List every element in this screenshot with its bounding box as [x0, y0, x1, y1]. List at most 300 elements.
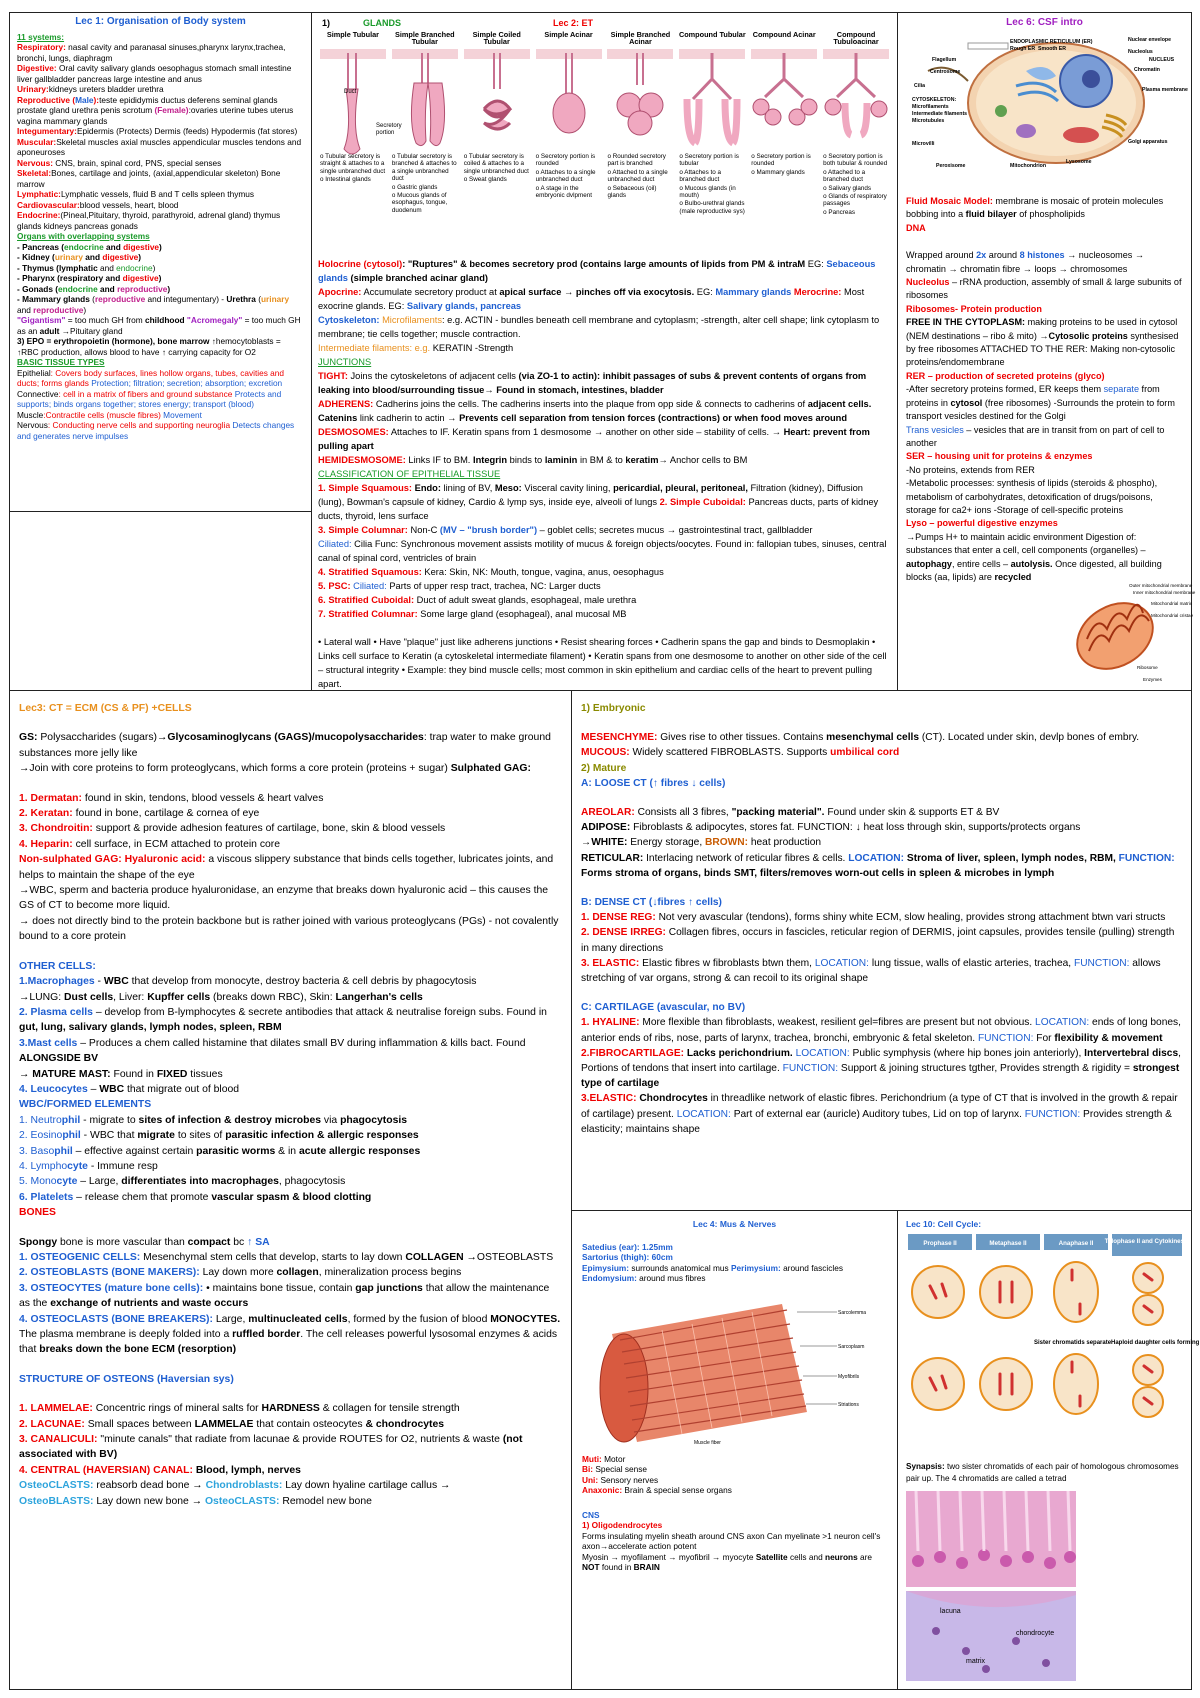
cell-label: Peroxisome [936, 163, 966, 169]
text-run: Cytoskeleton: [318, 315, 380, 325]
text-line [19, 914, 562, 945]
text-run: , Portions of tendons that insert into cartilage. [581, 1047, 1181, 1075]
text-run: Mammary glands [715, 287, 792, 297]
text-run: (simple branched acinar gland) [347, 273, 488, 283]
text-line [318, 369, 891, 397]
synapsis-text: two sister chromatids of each pair of homologous chromosomes pair up. The 4 chromatids are called a tetrad [906, 1461, 1179, 1483]
text-run: Large, [212, 1313, 249, 1325]
text-run: Part of external ear (auricle) Auditory tubes, Lid on top of larynx. [730, 1108, 1025, 1120]
text-line [582, 1252, 887, 1263]
text-run: 2. DENSE IRREG: [581, 927, 666, 939]
mito-label: Enzymes [1143, 677, 1162, 682]
text-run: 2. Simple Cuboidal: [659, 497, 746, 507]
lec2-panel [311, 12, 898, 691]
text-run: reproductive [33, 304, 84, 315]
gland-desc-item: o Secretory portion is both tubular & rounded [823, 153, 888, 168]
text-line [19, 1265, 562, 1280]
text-run: Sulphated GAG: [450, 763, 531, 775]
lec10-panel [897, 1210, 1200, 1690]
text-line [17, 368, 304, 389]
text-run: to sites of [174, 1130, 226, 1142]
text-run: gut, lung, salivary glands, lymph nodes, spleen, RBM [19, 1022, 282, 1034]
text-run: FIXED [156, 1068, 188, 1080]
text-run: gap junctions [355, 1282, 423, 1294]
text-run: 1. Simple Squamous: [318, 483, 413, 493]
text-run: phil [61, 1114, 81, 1126]
text-run: Integumentary: [17, 126, 77, 136]
text-run: adult [39, 325, 60, 336]
text-run: Ribosomes- Protein production [906, 303, 1042, 314]
text-run: cytosol [950, 397, 983, 408]
lec4-intro [582, 1242, 887, 1284]
text-run: vascular spasm & blood clotting [211, 1191, 372, 1203]
text-run: ends of long bones, anterior ends of ribs, nose, parts of larynx, trachea, bronchi, embryonic & fetal skeleton. [581, 1017, 1181, 1044]
ct-types-panel [571, 690, 1192, 1211]
glands-label: GLANDS [363, 18, 401, 28]
text-run: membrane is mosaic of protein molecules bobbing into a [906, 196, 1164, 220]
text-run: COLLAGEN [405, 1252, 464, 1263]
text-run: Nervous: [17, 157, 53, 168]
gland-type [318, 30, 402, 185]
cell-label: ENDOPLASMIC RETICULUM (ER) [1010, 39, 1093, 45]
text-run: :ovaries uterine tubes uterus vagina mammary glands [17, 105, 294, 126]
text-run: Consists all 3 fibres, [634, 807, 732, 819]
text-run: Lymphatic vessels, fluid B and T cells spleen thymus [60, 189, 255, 199]
text-run: 4. Heparin: [19, 838, 73, 850]
text-run: 4. Stratified Squamous: [318, 567, 422, 577]
text-run: Epidermis (Protects) Dermis (feeds) Hypodermis (fat stores) [76, 126, 298, 136]
cell-label: Lysosome [1066, 159, 1092, 165]
text-run: Uni: [582, 1474, 599, 1485]
text-run: a viscous slippery substance that binds cells together, lubricates joints, and helps to maintain the shape of the eye [19, 854, 554, 881]
gland-desc [749, 153, 819, 177]
text-run: Merocrine: [791, 287, 842, 297]
text-line [582, 1242, 887, 1253]
text-run: BONES [19, 1207, 56, 1219]
gland-name: Simple Acinar [544, 30, 593, 39]
text-run: adjacent cells. Catenins [318, 399, 872, 423]
text-line [581, 881, 1182, 895]
text-run: endocrine [116, 262, 153, 273]
text-line [19, 806, 562, 821]
text-line [581, 835, 1182, 850]
text-run: Satedius (ear): 1.25mm [582, 1241, 673, 1252]
text-line [17, 273, 304, 284]
text-run: C: CARTILAGE (avascular, no BV) [581, 1002, 746, 1014]
text-line [581, 716, 1182, 730]
gland-desc-item: o Sebaceous (oil) glands [607, 184, 657, 200]
text-run: Bones, cartilage and joints, (axial,appendicular skeleton) Bone marrow [17, 168, 281, 189]
gland-shape [392, 49, 458, 151]
text-run: Mesenchymal stem cells that develop, starts to lay down [140, 1252, 406, 1263]
text-run: blood vessels, heart, blood [79, 199, 179, 210]
text-run: - Immune resp [87, 1160, 158, 1172]
cell-label: CYTOSKELETON: [912, 97, 957, 103]
text-run: 3. Baso [19, 1145, 55, 1157]
cell-label: Smooth ER [1038, 46, 1066, 52]
text-run: TIGHT: [318, 371, 348, 381]
text-line [17, 63, 304, 84]
text-run: lymphatic [58, 262, 98, 273]
text-run: - Pancreas ( [17, 241, 65, 252]
text-run: 4. OSTEOCLASTS (BONE BREAKERS): [19, 1313, 213, 1325]
text-run: are [857, 1551, 873, 1562]
gland-name: Simple Branched Acinar [610, 30, 671, 47]
text-line [19, 1387, 562, 1401]
text-run: = too much GH from [65, 315, 145, 325]
text-run: 3.Mast cells [19, 1037, 78, 1049]
text-run: Most exocrine glands. EG: [318, 287, 865, 311]
text-run: Forms insulating myelin sheath around CNS axon Can myelinate >1 neuron cell's axon→accelerate action potent [582, 1530, 881, 1551]
text-run: Public symphysis (where hip bones join anteriorly), [849, 1047, 1085, 1059]
text-run: ADHERENS: [318, 399, 374, 409]
text-run: lining of BV, [440, 483, 495, 493]
text-run: (CT). Located under skin, devlp bones of embry. [919, 732, 1140, 744]
text-line [906, 477, 1183, 517]
gland-type [534, 31, 604, 200]
text-run: Widely scattered FIBROBLASTS. Supports [629, 747, 831, 759]
text-line [581, 761, 1182, 776]
text-line [19, 1494, 562, 1509]
text-run: migrate [137, 1130, 175, 1142]
text-line [581, 1000, 1182, 1015]
gland-desc-item: o Secretory portion is tubular [679, 153, 739, 168]
text-line [17, 252, 304, 263]
text-line [318, 425, 891, 453]
text-line [19, 730, 562, 761]
text-line [17, 357, 304, 368]
text-run: Links IF to BM. [405, 455, 473, 465]
text-line [19, 1221, 562, 1235]
text-run: via [321, 1114, 341, 1126]
text-line [581, 851, 1182, 881]
text-run: around [986, 250, 1020, 261]
gland-type [749, 31, 819, 177]
text-run: Sartorius (thigh): 60cm [582, 1252, 673, 1262]
text-line [581, 776, 1182, 791]
text-run: 1) Oligodendrocytes [582, 1520, 663, 1530]
text-run: – [87, 1083, 100, 1095]
text-run: Apocrine: [318, 287, 362, 297]
gland-desc-item: o Mucous glands of esophagus, tongue, duodenum [391, 192, 448, 214]
lec2-content [318, 257, 891, 691]
text-run: reproductive [117, 283, 168, 294]
text-run: 7. Stratified Columnar: [318, 609, 418, 619]
text-run: Some large gland (esophageal), anal mucosal MB [417, 609, 627, 619]
text-run: 3) EPO = erythropoietin (hormone), bone marrow [17, 336, 210, 346]
text-line [318, 355, 891, 369]
text-run: Meso: [494, 483, 522, 493]
text-run: Interlacing network of reticular fibres & cells. [643, 852, 849, 864]
gland-type [677, 31, 747, 216]
cell-label: Centrosome [930, 69, 961, 75]
text-run: Lay down more [199, 1267, 277, 1279]
text-line [19, 1082, 562, 1097]
gland-desc-item: o Attaches to a branched duct [679, 168, 722, 184]
text-line [17, 189, 304, 200]
gland-desc [462, 153, 532, 185]
text-run: Ciliated: [318, 539, 352, 549]
gland-desc-item: o A stage in the embryonic dvlpment [535, 184, 592, 200]
text-line [17, 158, 304, 169]
text-line [906, 464, 1183, 477]
cell-label: Microfilaments [912, 104, 949, 110]
text-line [906, 383, 1183, 423]
text-run: phil [54, 1145, 73, 1157]
text-run: neurons [825, 1551, 858, 1562]
text-line [318, 467, 891, 481]
gland-desc-item: o Bulbo-urethral glands (male reproductive sys) [679, 200, 745, 215]
text-run: 1. LAMMELAE: [19, 1403, 93, 1415]
text-run: Lyso – powerful digestive enzymes [906, 518, 1058, 529]
text-run: Sebaceous glands [318, 259, 876, 283]
text-run: -After secretory proteins formed, ER keeps them [906, 384, 1104, 395]
text-line [17, 284, 304, 295]
text-line [582, 1552, 887, 1573]
text-line [906, 235, 1183, 249]
text-line [19, 837, 562, 852]
gland-desc [677, 153, 747, 216]
text-run: NOT [582, 1562, 600, 1572]
text-run: B: DENSE CT (↓fibres ↑ cells) [581, 897, 722, 909]
text-line [582, 1464, 887, 1475]
text-run: Male [75, 94, 94, 105]
text-run: Muscular: [17, 136, 57, 147]
lec3-content [19, 701, 562, 1509]
text-run: →OSTEOBLASTS [463, 1252, 554, 1263]
text-run: , Liver: [113, 991, 148, 1003]
text-run: OsteoCLASTS: [19, 1480, 94, 1492]
text-line [906, 531, 1183, 585]
cell-label: Golgi apparatus [1128, 139, 1168, 145]
text-line [906, 276, 1183, 303]
text-run: Ciliated: [350, 581, 387, 591]
text-run: collagen [276, 1267, 319, 1279]
text-run: 11 systems: [17, 31, 65, 42]
text-run: cells and [787, 1551, 825, 1562]
text-run: Attaches to IF. Keratin spans from 1 desmosome → another on other side – stability of cells. → [388, 427, 784, 437]
text-run: Provides strength & elasticity; maintains shape [581, 1108, 1172, 1135]
gland-desc [534, 153, 604, 200]
text-run: : e.g. ACTIN - bundles beneath cell membrane and cytoplasm; -strength, alter cell shape; link cytoplasm to membrane; tie cells together; muscle contraction. [318, 315, 880, 339]
text-run: . The cell releases powerful lysosomal enzymes & acids that [19, 1329, 558, 1356]
text-run: FREE IN THE CYTOPLASM: [906, 317, 1026, 328]
text-run: →Join with core proteins to form proteoglycans, which forms a core protein (proteins + sugar) [19, 763, 451, 775]
lec2-header [318, 17, 891, 29]
text-line [582, 1496, 887, 1510]
text-line [906, 195, 1183, 222]
text-run: SER – housing unit for proteins & enzymes [906, 451, 1093, 462]
mito-label: Mitochondrial matrix [1151, 601, 1193, 606]
text-run: OsteoCLASTS: [204, 1495, 280, 1507]
text-line [318, 397, 891, 425]
text-run: , mineralization process begins [318, 1267, 462, 1279]
cell-label: Cilia [914, 83, 925, 89]
text-run: – effective against certain [72, 1145, 197, 1157]
text-run: A: LOOSE CT (↑ fibres ↓ cells) [581, 777, 726, 789]
text-run: Endo: [412, 483, 441, 493]
text-run: Once digested, all building blocks (aa, lipids) are [906, 558, 1162, 582]
text-run: found in skin, tendons, blood vessels & heart valves [81, 792, 324, 804]
text-line [19, 974, 562, 989]
text-run: Trans vesicles [906, 424, 964, 435]
text-run: :Contractile cells (muscle fibres) [43, 409, 164, 420]
gland-desc-item: o Glands of respiratory passages [823, 193, 887, 208]
text-run: 5. PSC: [318, 581, 351, 591]
text-run: ↑ SA [247, 1236, 270, 1248]
text-line [906, 222, 1183, 235]
text-run: mesenchymal cells [826, 732, 920, 744]
text-run: - Gonads ( [17, 283, 59, 294]
phase-label: Telophase II and Cytokinesis [1104, 1237, 1190, 1245]
text-run: binds to [507, 455, 545, 465]
gland-name: Compound Tubuloacinar [833, 30, 879, 47]
text-line [19, 1250, 562, 1265]
text-run: Satellite [755, 1551, 788, 1562]
text-run: flexibility & movement [1054, 1032, 1163, 1044]
text-run: →WBC, sperm and bacteria produce hyaluronidase, an enzyme that breaks down hyaluronic acid – this causes the GS of CT to become more liquid. [19, 885, 549, 912]
text-run: Remodel new bone [279, 1495, 372, 1507]
text-run: - Mammary glands [17, 294, 90, 304]
text-run: Respiratory: [17, 42, 66, 52]
text-run: Prevents cell separation from tension forces (contractions) or when food moves around [459, 413, 848, 423]
text-run: Found under skin & supports ET & BV [824, 807, 1000, 819]
text-line [581, 1091, 1182, 1137]
text-run: allows stretching of var organs, strong & can recoil to its original shape [581, 957, 1161, 985]
cell-label: Flagellum [932, 57, 957, 63]
text-run: ) [167, 283, 171, 294]
text-run: ): [93, 94, 100, 105]
text-line [17, 315, 304, 336]
text-line [19, 1478, 562, 1493]
text-run: Visceral cavity lining, [521, 483, 614, 493]
text-line [318, 481, 891, 523]
text-line [19, 990, 562, 1005]
text-run: – Produces a chem called histamine that dilates small BV during inflammation & kills bact. Found [77, 1037, 526, 1049]
gland-label: Secretory portion [376, 123, 402, 137]
text-line [19, 1372, 562, 1387]
text-run: • maintains bone tissue, contain [203, 1282, 356, 1294]
text-run: strongest type of cartilage [581, 1063, 1180, 1090]
cell-label: Mitochondrion [1010, 163, 1047, 169]
text-run: BROWN: [705, 837, 749, 849]
text-run: (free ribosomes) -Surrounds the protein to form transport vesicles destined for the Golgi [906, 397, 1175, 422]
text-run: Fluid Mosaic Model: [906, 196, 993, 206]
text-run: that contain osteocytes [253, 1418, 366, 1430]
text-run: Langerhan's cells [335, 991, 423, 1003]
text-run: & in [275, 1145, 299, 1157]
text-run: parasitic infection & allergic responses [225, 1130, 419, 1142]
text-line [581, 986, 1182, 1000]
text-line [581, 1015, 1182, 1045]
text-line [19, 701, 562, 716]
text-run: Nucleolus [906, 277, 950, 288]
text-run: ruffled border [232, 1329, 301, 1341]
text-line [19, 1128, 562, 1143]
text-run: ) [152, 262, 156, 273]
cell-label: Intermediate filaments [912, 111, 968, 117]
text-line [318, 257, 891, 285]
lec1-empty [9, 511, 312, 691]
text-run: (breaks down RBC), Skin: [210, 991, 336, 1003]
text-run: CLASSIFICATION OF EPITHELIAL TISSUE [318, 469, 501, 479]
text-run: nasal cavity and paranasal sinuses,pharynx larynx,trachea, bronchi, lungs, diaphragm [17, 42, 286, 63]
text-run: Muscle [17, 409, 44, 420]
text-run: Cytosolic proteins [1048, 330, 1128, 341]
text-run: DNA [906, 222, 926, 233]
text-run: 6. Platelets [19, 1191, 74, 1203]
text-run: (Pineal,Pituitary, thyroid, parathyroid, adrenal gland) thymus glands kidneys pancreas gonads [17, 210, 281, 231]
text-run: 1. Neutro [19, 1114, 62, 1126]
text-run: and [103, 273, 123, 283]
text-run: endocrine [58, 283, 98, 294]
text-run: LOCATION: [795, 1047, 850, 1059]
text-run: – goblet cells; secretes mucus → gastrointestinal tract, gallbladder [537, 525, 813, 535]
gland-desc-item: o Intestinal glands [320, 176, 371, 184]
text-line [17, 242, 304, 253]
text-run: Skeletal: [17, 168, 52, 178]
text-run: (via ZO-1 to actin): inhibit passages of subs & prevent contents of organs from leaking into blood/surrounding tissue→ Found in stomach, intestines, bladder [318, 371, 867, 395]
text-run: digestive [102, 252, 139, 262]
gland-desc-item: o Attaches to a single unbranched duct [535, 168, 596, 184]
text-line [19, 1005, 562, 1036]
text-run: fluid bilayer [965, 209, 1017, 220]
text-line [19, 1235, 562, 1250]
text-line [19, 1144, 562, 1159]
muscle-label: Myofibrils [838, 1373, 860, 1380]
text-run: umbilical cord [830, 747, 900, 759]
text-run: BRAIN [633, 1562, 660, 1572]
text-run: Microfilaments [379, 315, 442, 325]
text-run: Bi: [582, 1464, 594, 1474]
text-line [19, 852, 562, 883]
text-run: MUCOUS: [581, 747, 630, 759]
cell-label: Plasma membrane [1142, 87, 1188, 93]
text-run: 8 histones [1019, 250, 1065, 261]
text-run: Sensory nerves [598, 1474, 659, 1485]
text-run: of phospholipids [1016, 209, 1085, 220]
text-line [17, 210, 304, 231]
gland-desc-item: o Tubular secretory is coiled & attaches to a single unbranched duct [463, 153, 529, 175]
text-line [19, 716, 562, 730]
text-run: 4. Leucocytes [19, 1083, 88, 1095]
text-line [19, 1097, 562, 1112]
text-line [906, 517, 1183, 530]
text-run: → does not directly bind to the protein backbone but is rather joined with various proteoglycans (PGs) - not covalently bound to a core protein [19, 915, 559, 943]
text-run: - Kidney ( [17, 252, 55, 262]
text-run: 3. OSTEOCYTES (mature bone cells): [19, 1282, 204, 1294]
text-run: and [82, 252, 103, 262]
text-run: & chondrocytes [365, 1418, 445, 1430]
text-run: More flexible than fibroblasts, weakest, resilient gel=fibres are present but not obvious. [639, 1017, 1036, 1029]
text-run: bc [230, 1236, 248, 1248]
text-run: Not very avascular (tendons), forms shiny white ECM, slow healing, provides strong attachment btwn vari structs [655, 912, 1166, 924]
text-run: EG: [694, 287, 716, 297]
text-line [19, 1067, 562, 1082]
gland-desc-item: o Attached to a branched duct [823, 168, 866, 184]
text-run: bone is more vascular than [57, 1236, 188, 1248]
text-line [318, 523, 891, 537]
text-run: Salivary glands, pancreas [406, 301, 522, 311]
gland-name: Compound Acinar [752, 30, 816, 39]
muscle-label: Sarcoplasm [838, 1343, 865, 1350]
text-run: 2. Plasma cells [19, 1006, 93, 1018]
text-run: and [97, 262, 117, 273]
text-run: 6. Stratified Cuboidal: [318, 595, 415, 605]
text-run: Pancreas ducts, parts of kidney ducts, thyroid, lens surface [318, 497, 879, 521]
meiosis-label: Sister chromatids separate [1034, 1339, 1112, 1346]
text-run: Lay down new bone → [93, 1495, 205, 1507]
